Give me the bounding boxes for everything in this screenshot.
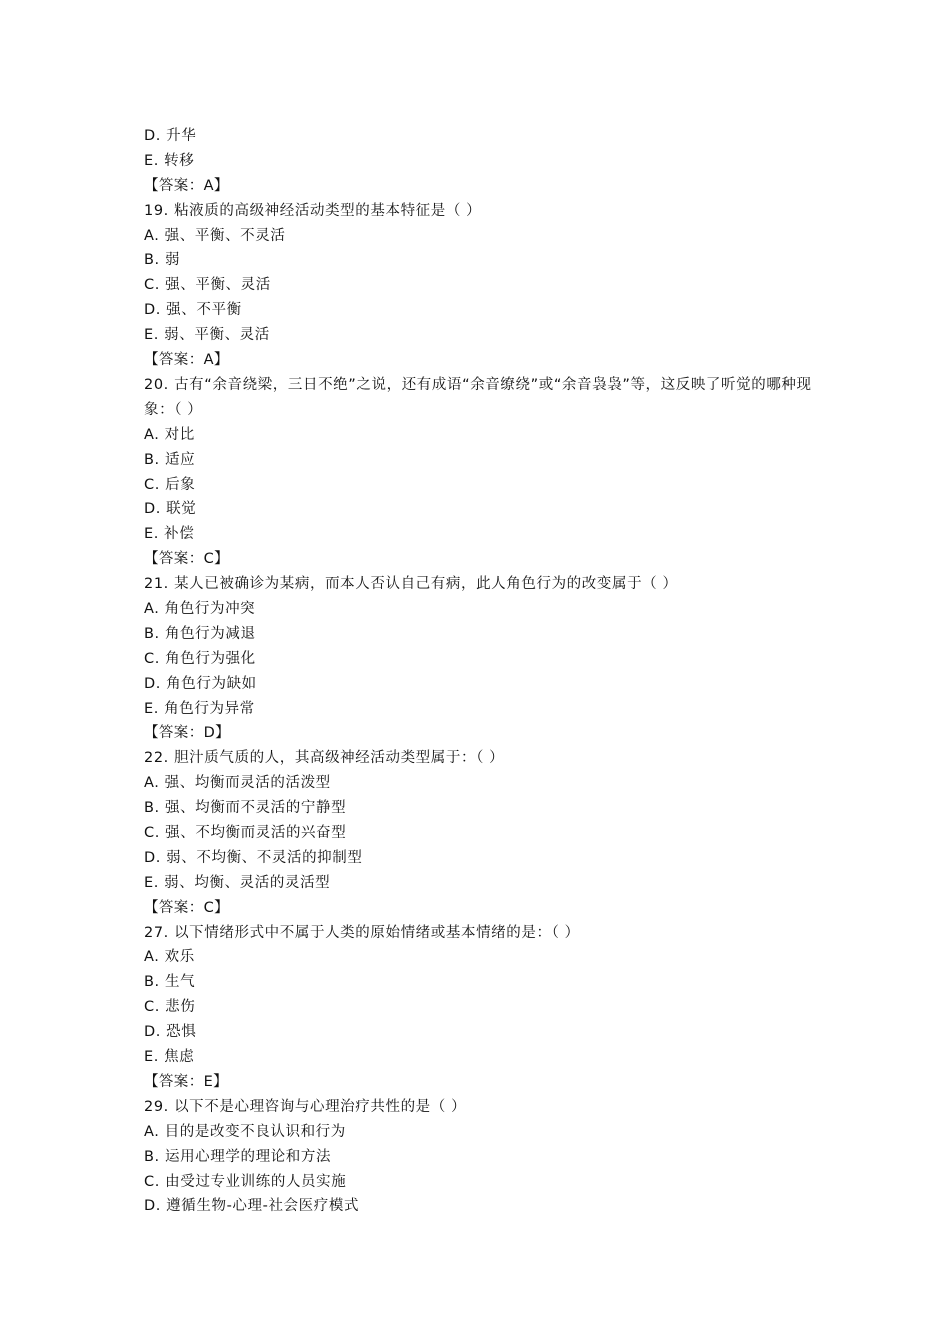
option-item: D. 升华 bbox=[144, 128, 197, 144]
question-text: 20. 古有“余音绕梁，三日不绝”之说，还有成语“余音缭绕”或“余音袅袅”等，这反映了听觉的哪种现象：（ ） bbox=[144, 376, 812, 418]
option-item: C. 由受过专业训练的人员实施 bbox=[144, 1173, 347, 1190]
option-item: D. 恐惧 bbox=[144, 1024, 197, 1041]
option-item: D. 联觉 bbox=[144, 501, 197, 518]
option-item: E. 弱、均衡、灵活的灵活型 bbox=[144, 874, 331, 891]
option-item: A. 欢乐 bbox=[144, 949, 195, 966]
answer-key: 【答案：C】 bbox=[144, 551, 230, 568]
option-item: B. 弱 bbox=[144, 252, 181, 269]
option-item: E. 弱、平衡、灵活 bbox=[144, 327, 270, 344]
question-text: 29. 以下不是心理咨询与心理治疗共性的是（ ） bbox=[144, 1098, 467, 1115]
option-item: E. 角色行为异常 bbox=[144, 700, 255, 717]
answer-key: 【答案：A】 bbox=[144, 177, 229, 194]
document-page bbox=[144, 124, 824, 1219]
answer-key: 【答案：E】 bbox=[144, 1073, 229, 1090]
option-item: E. 转移 bbox=[144, 152, 195, 169]
question-text: 19. 粘液质的高级神经活动类型的基本特征是（ ） bbox=[144, 202, 482, 219]
question-text: 27. 以下情绪形式中不属于人类的原始情绪或基本情绪的是：（ ） bbox=[144, 924, 580, 941]
option-item: C. 强、平衡、灵活 bbox=[144, 277, 271, 294]
option-item: B. 强、均衡而不灵活的宁静型 bbox=[144, 800, 347, 817]
option-item: B. 生气 bbox=[144, 974, 196, 991]
option-item: C. 强、不均衡而灵活的兴奋型 bbox=[144, 825, 347, 842]
option-item: B. 角色行为减退 bbox=[144, 625, 256, 642]
question-text: 22. 胆汁质气质的人，其高级神经活动类型属于：（ ） bbox=[144, 750, 505, 767]
document-body bbox=[144, 124, 824, 1219]
answer-key: 【答案：D】 bbox=[144, 725, 231, 742]
option-item: D. 弱、不均衡、不灵活的抑制型 bbox=[144, 849, 363, 866]
answer-key: 【答案：C】 bbox=[144, 899, 230, 916]
option-item: D. 角色行为缺如 bbox=[144, 675, 257, 692]
option-item: A. 对比 bbox=[144, 426, 195, 443]
option-item: E. 补偿 bbox=[144, 526, 195, 543]
option-item: A. 强、平衡、不灵活 bbox=[144, 227, 286, 244]
option-item: A. 强、均衡而灵活的活泼型 bbox=[144, 775, 331, 792]
option-item: A. 角色行为冲突 bbox=[144, 600, 256, 617]
answer-key: 【答案：A】 bbox=[144, 352, 229, 369]
option-item: D. 强、不平衡 bbox=[144, 302, 242, 319]
question-text: 21. 某人已被确诊为某病，而本人否认自己有病，此人角色行为的改变属于（ ） bbox=[144, 576, 678, 593]
option-item: E. 焦虑 bbox=[144, 1049, 195, 1066]
option-item: B. 适应 bbox=[144, 451, 196, 468]
option-item: A. 目的是改变不良认识和行为 bbox=[144, 1123, 346, 1140]
option-item: B. 运用心理学的理论和方法 bbox=[144, 1148, 332, 1165]
option-item: C. 悲伤 bbox=[144, 999, 196, 1016]
option-item: C. 后象 bbox=[144, 476, 196, 493]
option-item: C. 角色行为强化 bbox=[144, 650, 256, 667]
option-item: D. 遵循生物-心理-社会医疗模式 bbox=[144, 1198, 360, 1215]
